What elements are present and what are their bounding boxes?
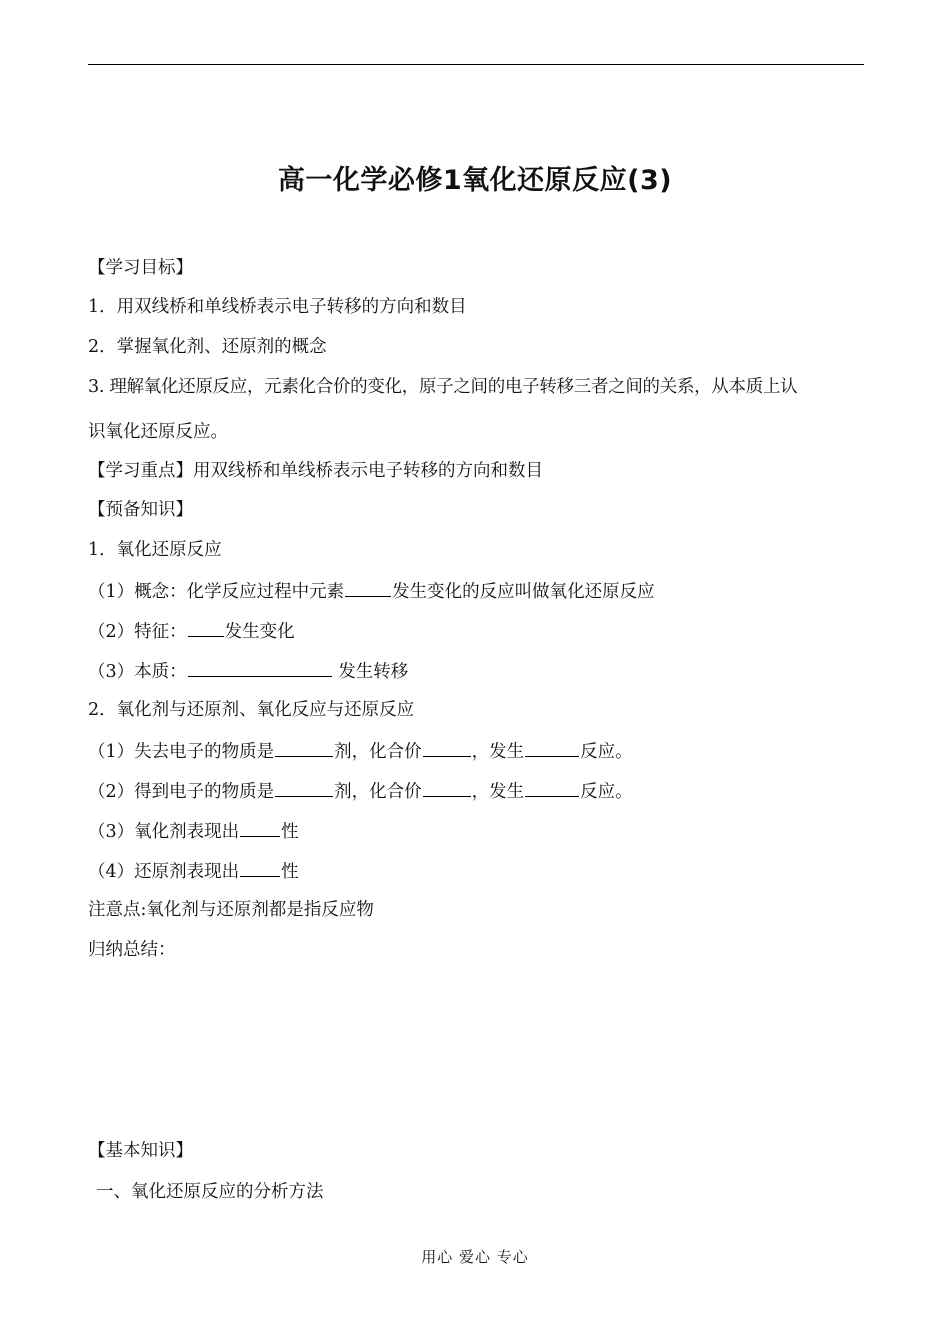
text-segment: 剂，化合价	[334, 782, 422, 802]
text-segment: （1）概念：化学反应过程中元素	[88, 582, 345, 602]
text-segment: （1）失去电子的物质是	[88, 742, 275, 762]
text-segment: （3）氧化剂表现出	[88, 822, 240, 842]
prep-item-1-2	[88, 618, 295, 644]
prep-item-1-3	[88, 658, 408, 684]
fill-blank[interactable]	[240, 818, 280, 837]
fill-blank[interactable]	[275, 738, 333, 757]
text-segment: 反应。	[580, 742, 633, 762]
goal-3-line-2: 识氧化还原反应。	[88, 422, 228, 442]
fill-blank[interactable]	[345, 578, 391, 597]
prep-item-1: 1．氧化还原反应	[88, 540, 222, 560]
text-segment: 性	[281, 822, 299, 842]
prep-item-1-1	[88, 578, 655, 604]
text-segment: ，发生	[471, 742, 525, 762]
fill-blank[interactable]	[275, 778, 333, 797]
text-segment: （3）本质：	[88, 662, 187, 682]
text-segment: ，发生	[471, 782, 525, 802]
text-segment: 反应。	[580, 782, 633, 802]
fill-blank[interactable]	[525, 778, 579, 797]
text-segment: 剂，化合价	[334, 742, 422, 762]
text-segment: 发生转移	[332, 662, 409, 682]
prep-item-2-2	[88, 778, 633, 804]
basic-heading: 【基本知识】	[88, 1141, 193, 1161]
text-segment: 发生变化	[224, 622, 295, 642]
prep-item-2: 2．氧化剂与还原剂、氧化反应与还原反应	[88, 700, 415, 720]
prep-heading: 【预备知识】	[88, 500, 193, 520]
key-points: 【学习重点】用双线桥和单线桥表示电子转移的方向和数目	[88, 461, 543, 481]
fill-blank[interactable]	[188, 618, 224, 637]
goal-3-line-1: 3. 理解氧化还原反应，元素化合价的变化，原子之间的电子转移三者之间的关系，从本质上认	[88, 377, 798, 397]
page-title: 高一化学必修1氧化还原反应(3)	[277, 165, 673, 196]
header-rule	[88, 64, 864, 65]
text-segment: （4）还原剂表现出	[88, 862, 240, 882]
prep-item-2-4	[88, 858, 299, 884]
fill-blank[interactable]	[240, 858, 280, 877]
text-segment: （2）得到电子的物质是	[88, 782, 275, 802]
fill-blank[interactable]	[525, 738, 579, 757]
prep-item-2-3	[88, 818, 299, 844]
fill-blank[interactable]	[423, 738, 471, 757]
text-segment: 发生变化的反应叫做氧化还原反应	[392, 582, 655, 602]
goal-2: 2．掌握氧化剂、还原剂的概念	[88, 337, 327, 357]
note: 注意点:氧化剂与还原剂都是指反应物	[88, 900, 374, 920]
goals-heading: 【学习目标】	[88, 258, 193, 278]
text-segment: 性	[281, 862, 299, 882]
summary-label: 归纳总结：	[88, 940, 176, 960]
prep-item-2-1	[88, 738, 633, 764]
text-segment: （2）特征：	[88, 622, 187, 642]
goal-1: 1．用双线桥和单线桥表示电子转移的方向和数目	[88, 297, 467, 317]
page-footer: 用心 爱心 专心	[421, 1248, 529, 1266]
fill-blank[interactable]	[188, 658, 332, 677]
section-1-heading: 一、氧化还原反应的分析方法	[96, 1182, 324, 1202]
fill-blank[interactable]	[423, 778, 471, 797]
